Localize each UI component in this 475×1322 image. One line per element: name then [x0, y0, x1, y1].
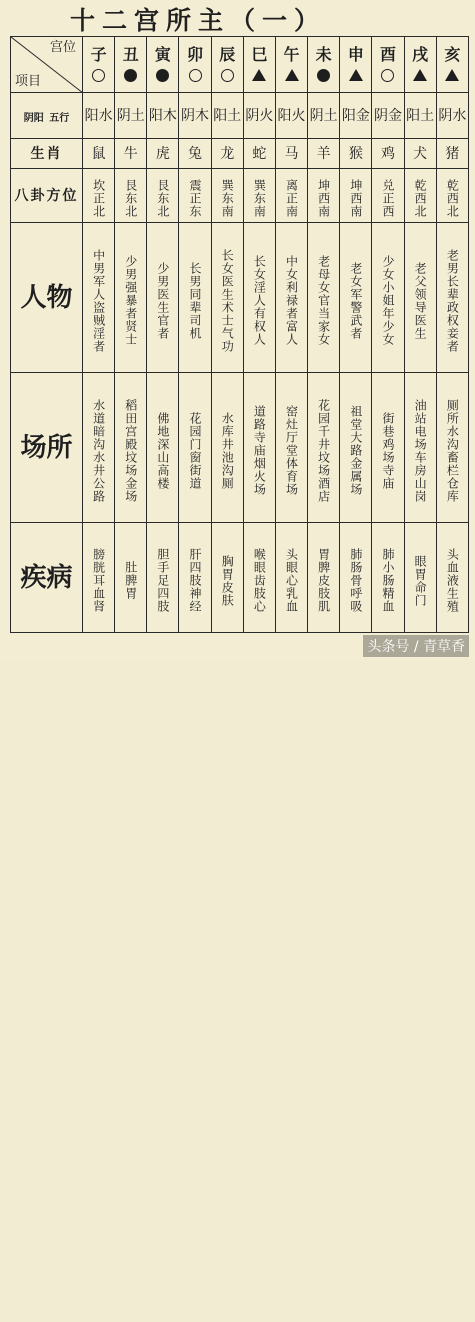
- palace-xu: 戌: [404, 37, 436, 93]
- palace-shen: 申: [340, 37, 372, 93]
- cell-renwu: 少男医生官者: [147, 223, 179, 373]
- cell-changsuo: 道路寺庙烟火场: [243, 373, 275, 523]
- cell-yinyang-wuxing: 阳土: [404, 93, 436, 139]
- cell-shengxiao: 马: [275, 139, 307, 169]
- palace-zi: 子: [83, 37, 115, 93]
- cell-shengxiao: 鼠: [83, 139, 115, 169]
- cell-jibing: 肺小肠精血: [372, 523, 404, 633]
- palace-mao: 卯: [179, 37, 211, 93]
- triangle-icon: [252, 69, 266, 82]
- cell-changsuo: 佛地深山高楼: [147, 373, 179, 523]
- cell-yinyang-wuxing: 阳木: [147, 93, 179, 139]
- cell-shengxiao: 犬: [404, 139, 436, 169]
- row-label-yinyang-wuxing: 阴阳 五行: [11, 93, 83, 139]
- circle-icon: [189, 69, 202, 82]
- bagua-row: [11, 169, 469, 223]
- row-label-renwu: 人物: [11, 223, 83, 373]
- cell-shengxiao: 鸡: [372, 139, 404, 169]
- cell-jibing: 头血液生殖: [436, 523, 468, 633]
- cell-changsuo: 祖堂大路金属场: [340, 373, 372, 523]
- cell-changsuo: 水道暗沟水井公路: [83, 373, 115, 523]
- cell-bagua: 坤西南: [340, 169, 372, 223]
- cell-jibing: 头眼心乳血: [275, 523, 307, 633]
- cell-bagua: 坤西南: [308, 169, 340, 223]
- cell-yinyang-wuxing: 阴土: [308, 93, 340, 139]
- palace-you: 酉: [372, 37, 404, 93]
- cell-bagua: 坎正北: [83, 169, 115, 223]
- row-label-jibing: 疾病: [11, 523, 83, 633]
- cell-yinyang-wuxing: 阴土: [115, 93, 147, 139]
- cell-shengxiao: 虎: [147, 139, 179, 169]
- cell-jibing: 喉眼齿肢心: [243, 523, 275, 633]
- header-corner: [11, 37, 83, 93]
- cell-shengxiao: 兔: [179, 139, 211, 169]
- cell-changsuo: 花园千井坟场酒店: [308, 373, 340, 523]
- cell-jibing: 眼胃命门: [404, 523, 436, 633]
- palace-si: 巳: [243, 37, 275, 93]
- circle-icon: [92, 69, 105, 82]
- cell-bagua: 艮东北: [115, 169, 147, 223]
- cell-jibing: 胃脾皮肢肌: [308, 523, 340, 633]
- cell-renwu: 少男强暴者贤士: [115, 223, 147, 373]
- cell-shengxiao: 猪: [436, 139, 468, 169]
- cell-changsuo: 窑灶厅堂体育场: [275, 373, 307, 523]
- cell-shengxiao: 龙: [211, 139, 243, 169]
- cell-renwu: 老女军警武者: [340, 223, 372, 373]
- cell-renwu: 中男军人盗贼淫者: [83, 223, 115, 373]
- cell-yinyang-wuxing: 阳土: [211, 93, 243, 139]
- cell-renwu: 长女淫人有权人: [243, 223, 275, 373]
- cell-changsuo: 花园门窗街道: [179, 373, 211, 523]
- renwu-row: [11, 223, 469, 373]
- palace-wei: 未: [308, 37, 340, 93]
- shengxiao-row: [11, 139, 469, 169]
- cell-yinyang-wuxing: 阳火: [275, 93, 307, 139]
- corner-item-label: 项目: [15, 74, 42, 89]
- palace-chen: 辰: [211, 37, 243, 93]
- cell-jibing: 胆手足四肢: [147, 523, 179, 633]
- palace-hai: 亥: [436, 37, 468, 93]
- cell-yinyang-wuxing: 阴火: [243, 93, 275, 139]
- cell-bagua: 离正南: [275, 169, 307, 223]
- cell-changsuo: 街巷鸡场寺庙: [372, 373, 404, 523]
- cell-renwu: 长男同辈司机: [179, 223, 211, 373]
- filled-circle-icon: [317, 69, 330, 82]
- corner-palace-label: 宫位: [49, 40, 76, 55]
- cell-shengxiao: 羊: [308, 139, 340, 169]
- cell-bagua: 兑正西: [372, 169, 404, 223]
- cell-changsuo: 稻田宫殿坟场金场: [115, 373, 147, 523]
- cell-yinyang-wuxing: 阳水: [83, 93, 115, 139]
- triangle-icon: [445, 69, 459, 82]
- twelve-palaces-table: [10, 36, 469, 633]
- cell-renwu: 长女医生术士气功: [211, 223, 243, 373]
- cell-changsuo: 水库井池沟厕: [211, 373, 243, 523]
- cell-bagua: 乾西北: [404, 169, 436, 223]
- cell-changsuo: 油站电场车房山岗: [404, 373, 436, 523]
- cell-renwu: 中女利禄者富人: [275, 223, 307, 373]
- filled-circle-icon: [124, 69, 137, 82]
- palace-chou: 丑: [115, 37, 147, 93]
- filled-circle-icon: [156, 69, 169, 82]
- changsuo-row: [11, 373, 469, 523]
- yinyang-wuxing-row: [11, 93, 469, 139]
- cell-bagua: 巽东南: [243, 169, 275, 223]
- cell-shengxiao: 猴: [340, 139, 372, 169]
- triangle-icon: [285, 69, 299, 82]
- cell-bagua: 巽东南: [211, 169, 243, 223]
- palace-yin: 寅: [147, 37, 179, 93]
- cell-jibing: 胸胃皮肤: [211, 523, 243, 633]
- cell-jibing: 肝四肢神经: [179, 523, 211, 633]
- circle-icon: [221, 69, 234, 82]
- row-label-bagua: 八卦方位: [11, 169, 83, 223]
- watermark: 头条号 / 青草香: [363, 635, 469, 657]
- cell-bagua: 艮东北: [147, 169, 179, 223]
- page-title: 十二宫所主（一）: [70, 6, 327, 35]
- cell-renwu: 老母女官当家女: [308, 223, 340, 373]
- cell-bagua: 乾西北: [436, 169, 468, 223]
- row-label-shengxiao: 生肖: [11, 139, 83, 169]
- cell-yinyang-wuxing: 阴木: [179, 93, 211, 139]
- cell-renwu: 少女小姐年少女: [372, 223, 404, 373]
- circle-icon: [381, 69, 394, 82]
- cell-jibing: 膀胱耳血肾: [83, 523, 115, 633]
- cell-shengxiao: 蛇: [243, 139, 275, 169]
- cell-yinyang-wuxing: 阳金: [340, 93, 372, 139]
- triangle-icon: [349, 69, 363, 82]
- cell-jibing: 肺肠骨呼吸: [340, 523, 372, 633]
- cell-renwu: 老男长辈政权妾者: [436, 223, 468, 373]
- cell-bagua: 震正东: [179, 169, 211, 223]
- jibing-row: [11, 523, 469, 633]
- row-label-changsuo: 场所: [11, 373, 83, 523]
- triangle-icon: [413, 69, 427, 82]
- cell-jibing: 肚脾胃: [115, 523, 147, 633]
- cell-renwu: 老父领导医生: [404, 223, 436, 373]
- cell-yinyang-wuxing: 阴金: [372, 93, 404, 139]
- cell-shengxiao: 牛: [115, 139, 147, 169]
- palace-header-row: [11, 37, 469, 93]
- cell-changsuo: 厕所水沟畜栏仓库: [436, 373, 468, 523]
- palace-wu: 午: [275, 37, 307, 93]
- cell-yinyang-wuxing: 阴水: [436, 93, 468, 139]
